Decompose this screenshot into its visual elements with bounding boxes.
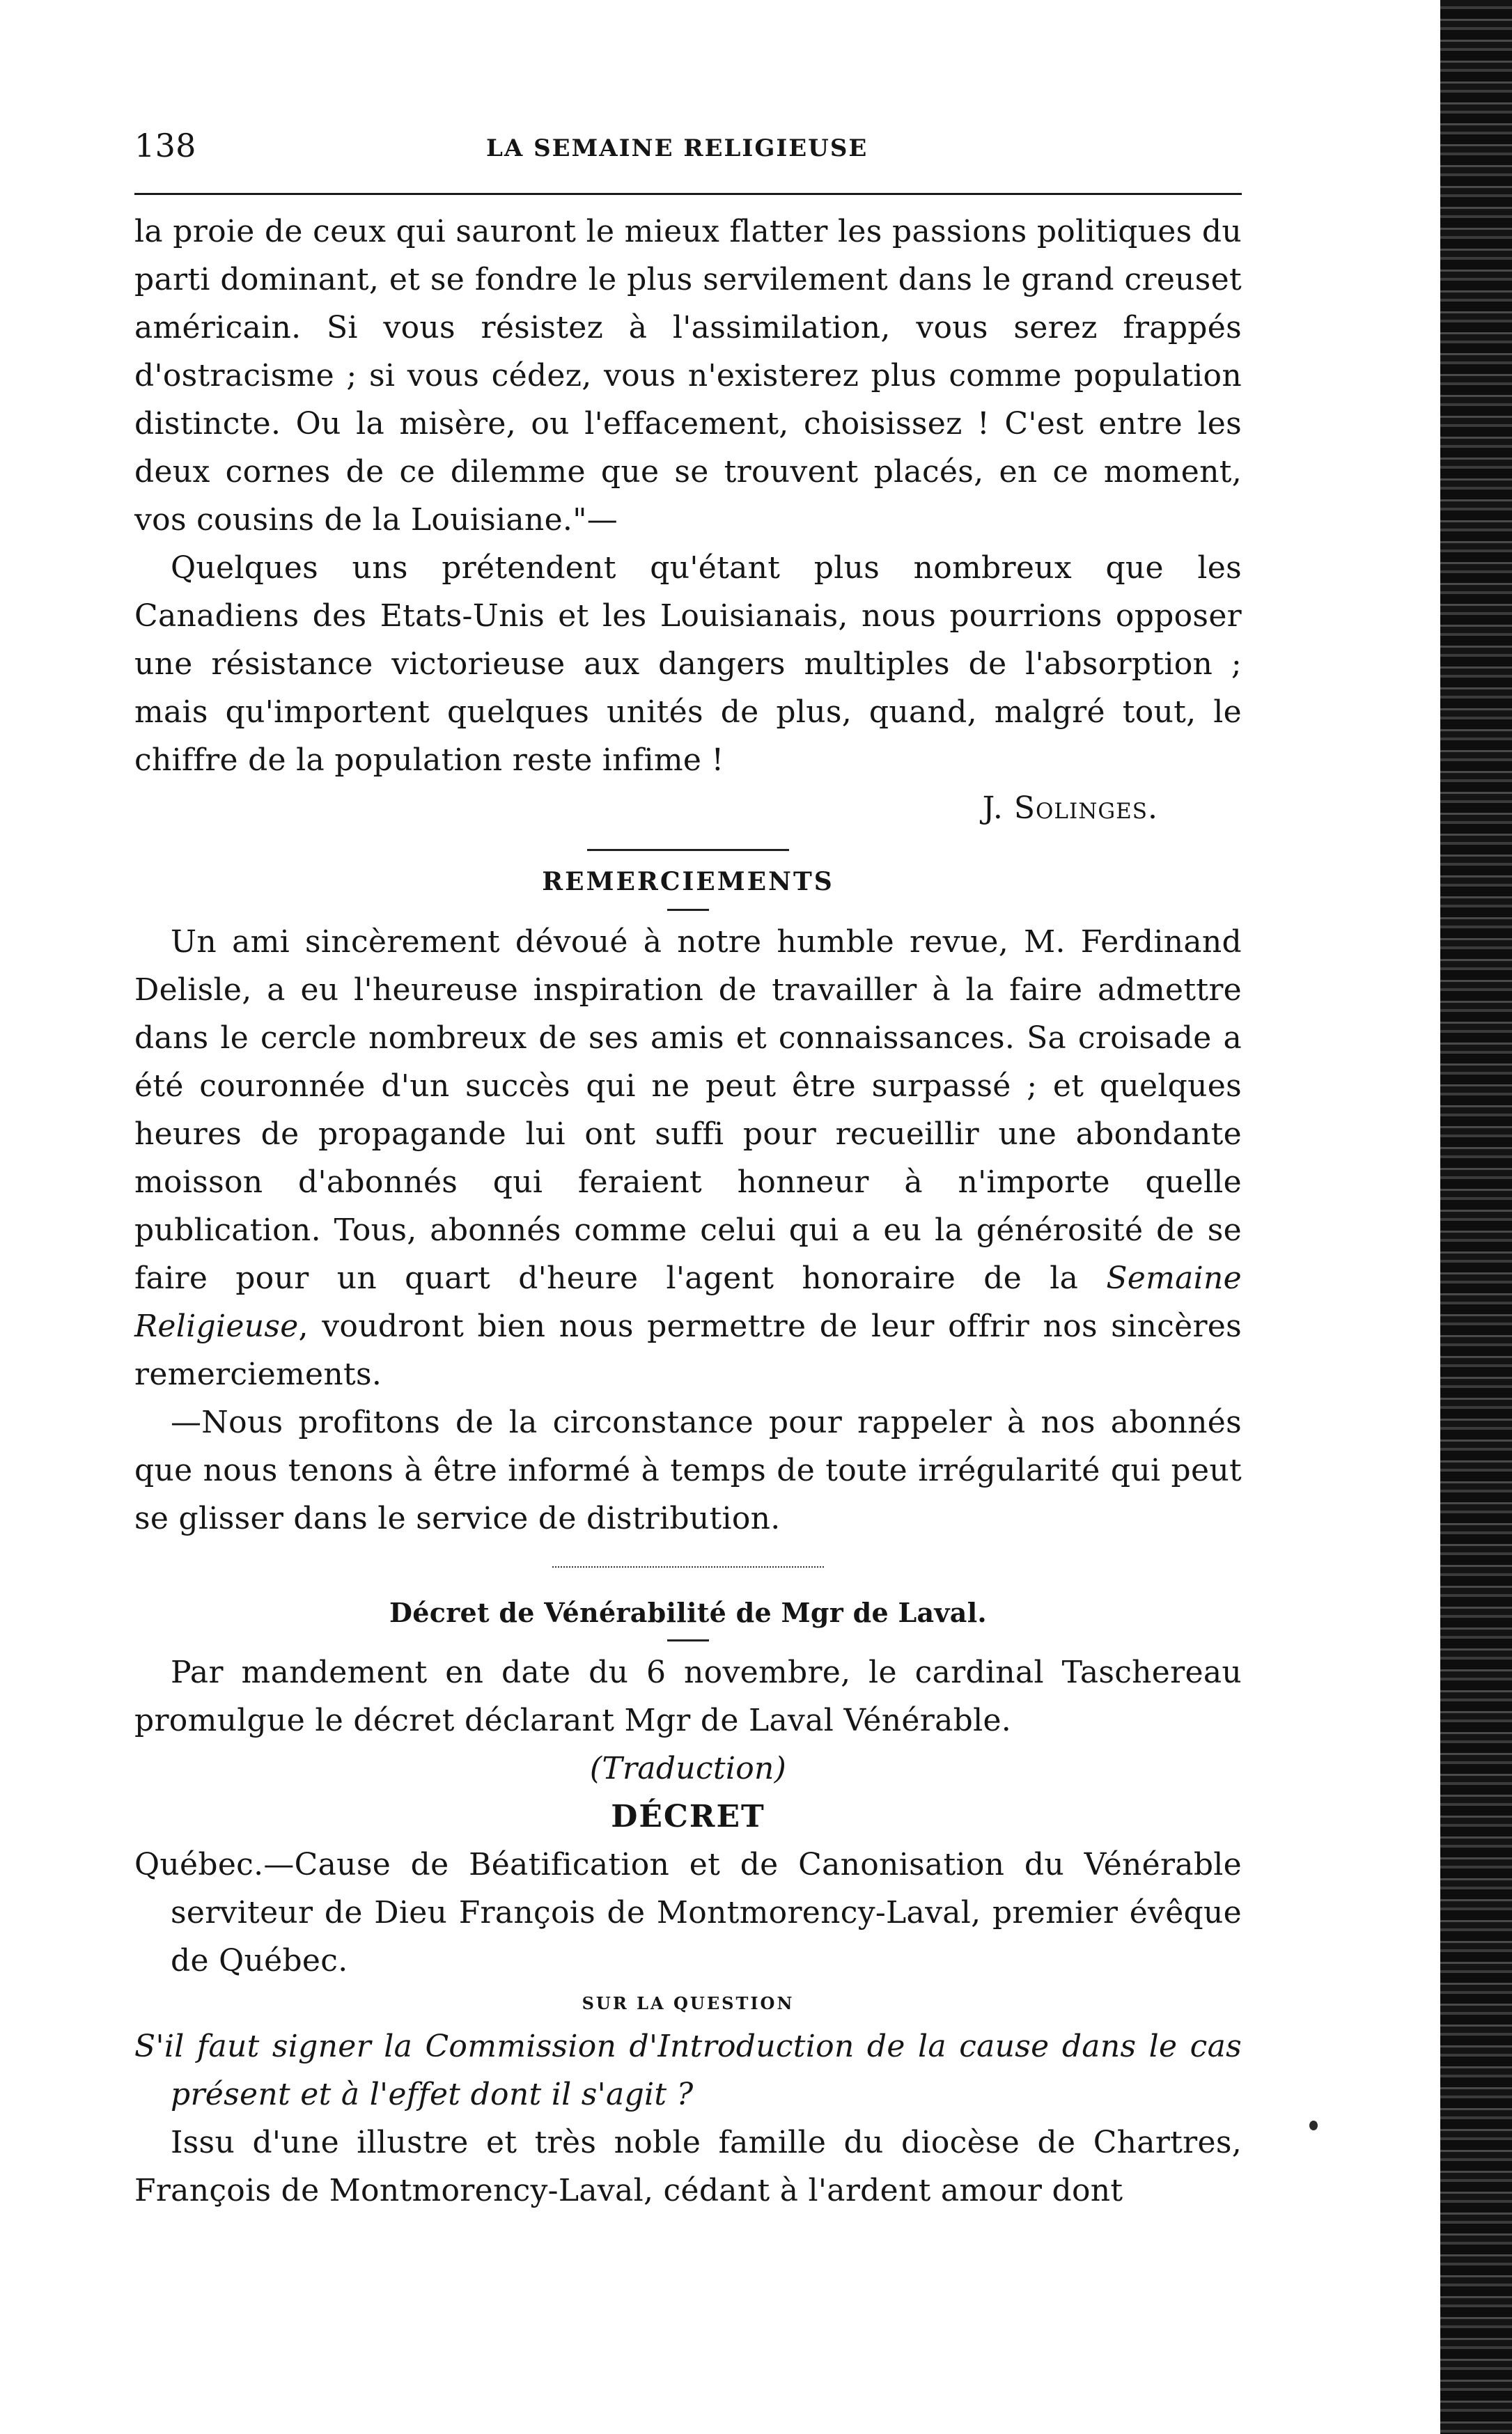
remerciements-text-start: Un ami sincèrement dévoué à notre humble revue, M. Ferdinand Delisle, a eu l'heureuse inspiration de travailler à la faire admettre dans le cercle nombreux de ses amis et connaissances. Sa croisade a été couronnée d'un succès qui ne peut être surpassé ; et quelques heures de propagande lui ont suffi pour recueillir une abondante moisson d'abonnés qui feraient honneur à n'importe quelle publication. Tous, abonnés comme celui qui a eu la générosité de se faire pour un quart d'heure l'agent honoraire de la	[134, 924, 1242, 1296]
decree-body: Issu d'une illustre et très noble famille du diocèse de Chartres, François de Montmorency-Laval, cédant à l'ardent amour dont	[134, 2125, 1242, 2208]
remerciements-paragraph	[134, 918, 1242, 1398]
translation-label: (Traduction)	[589, 1751, 787, 1786]
header-rule	[134, 193, 1242, 195]
scanned-page-edge	[1440, 0, 1512, 2434]
signature-initial: J.	[982, 790, 1004, 826]
running-title: LA SEMAINE RELIGIEUSE	[486, 134, 868, 162]
decree-heading: DÉCRET	[611, 1799, 765, 1834]
remerciements-text-end: , voudront bien nous permettre de leur offrir nos sincères remerciements.	[134, 1309, 1242, 1392]
page-number: 138	[134, 127, 196, 164]
running-header	[134, 122, 1242, 178]
decree-intro: Par mandement en date du 6 novembre, le cardinal Taschereau promulgue le décret déclarant Mgr de Laval Vénérable.	[134, 1655, 1242, 1738]
question-label: SUR LA QUESTION	[582, 1993, 795, 2013]
continuation-paragraph: la proie de ceux qui sauront le mieux flatter les passions politiques du parti dominant, et se fondre le plus servilement dans le grand creuset américain. Si vous résistez à l'assimilation, vous serez frappés d'ostracisme ; si vous cédez, vous n'existerez plus comme population distincte. Ou la misère, ou l'effacement, choisissez ! C'est entre les deux cornes de ce dilemme que se trouvent placés, en ce moment, vos cousins de la Louisiane."—	[134, 214, 1242, 538]
closing-paragraph: Quelques uns prétendent qu'étant plus nombreux que les Canadiens des Etats-Unis et les Louisianais, nous pourrions opposer une résistance victorieuse aux dangers multiples de l'absorption ; mais qu'importent quelques unités de plus, quand, malgré tout, le chiffre de la population reste infime !	[134, 550, 1242, 778]
scan-speck	[1309, 2121, 1318, 2130]
publication-title: Semaine Religieuse	[134, 1261, 1242, 1344]
author-signature	[134, 784, 1242, 832]
decree-title-dash	[667, 1639, 709, 1641]
decree-cause: Québec.—Cause de Béatification et de Canonisation du Vénérable serviteur de Dieu François de Montmorency-Laval, premier évêque de Québec.	[134, 1847, 1242, 1979]
decree-question: S'il faut signer la Commission d'Introduction de la cause dans le cas présent et à l'effet dont il s'agit ?	[134, 2029, 1242, 2112]
remerciements-heading: REMERCIEMENTS	[542, 867, 834, 896]
document-page	[134, 122, 1242, 2215]
heading-dash	[667, 909, 709, 911]
distribution-notice: —Nous profitons de la circonstance pour rappeler à nos abonnés que nous tenons à être informé à temps de toute irrégularité qui peut se glisser dans le service de distribution.	[134, 1405, 1242, 1536]
signature-name: Solinges.	[1013, 790, 1158, 826]
section-divider	[587, 849, 789, 851]
decree-title: Décret de Vénérabilité de Mgr de Laval.	[389, 1597, 987, 1628]
section-divider-dotted	[552, 1566, 824, 1568]
